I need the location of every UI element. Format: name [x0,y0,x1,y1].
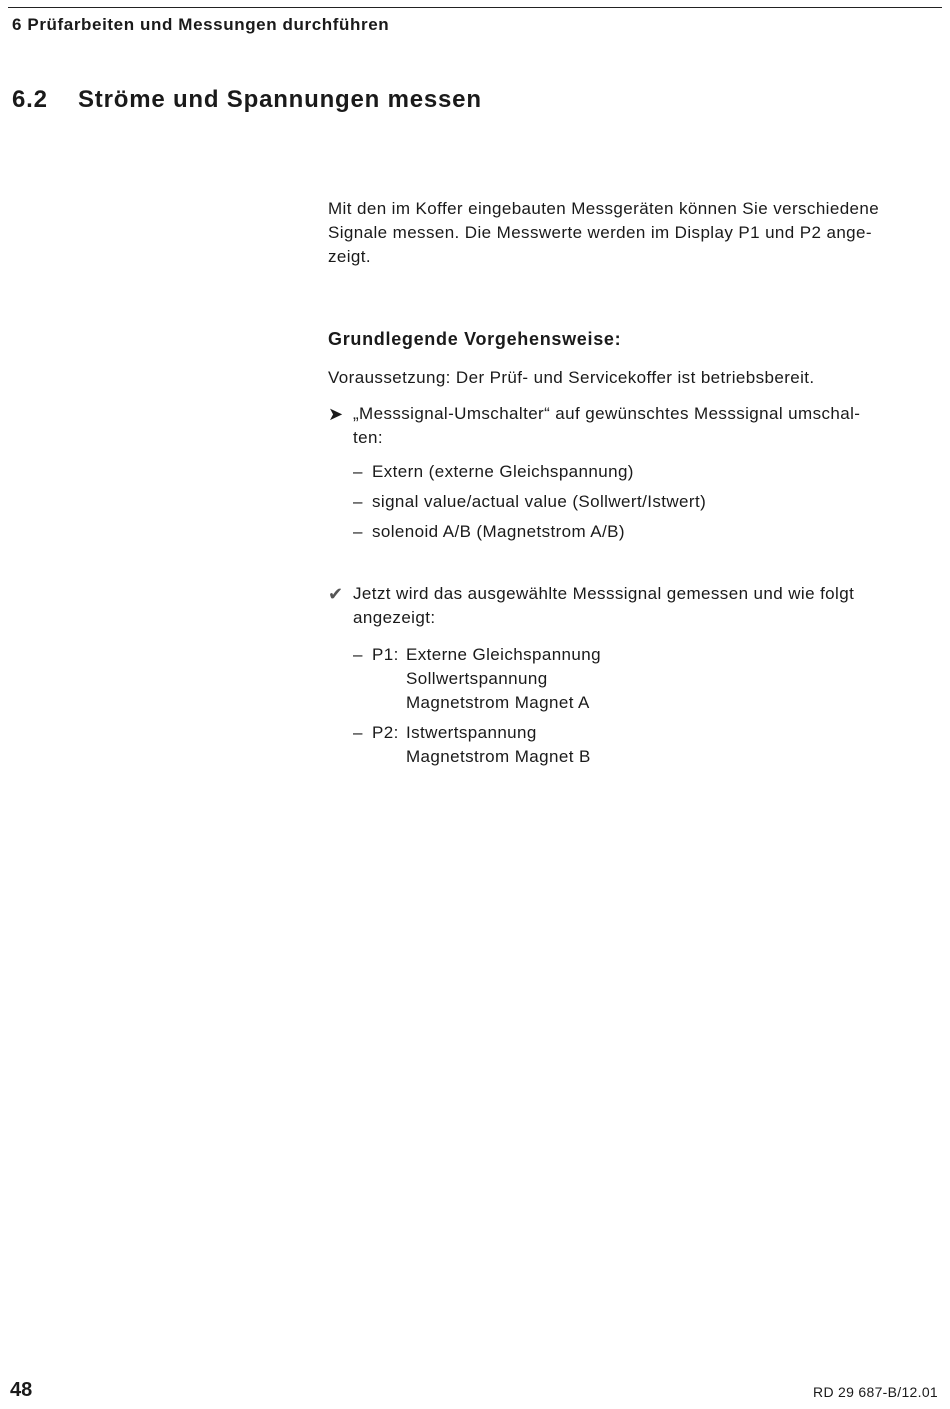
result-line: angezeigt: [353,608,436,627]
display-readings-list [328,643,940,775]
running-head: 6 Prüfarbeiten und Messungen durchführen [12,15,390,34]
intro-paragraph [328,197,940,269]
document-code: RD 29 687-B/12.01 [813,1384,938,1400]
header-rule [8,7,942,8]
display-label: P2: [372,723,399,742]
list-item [328,522,940,552]
display-value: Istwertspannung [406,723,537,742]
option-text: signal value/actual value (Sollwert/Istwert) [372,492,707,511]
option-text: solenoid A/B (Magnetstrom A/B) [372,522,625,541]
dash-icon: – [353,492,363,511]
instruction-step [328,402,940,450]
intro-line: Signale messen. Die Messwerte werden im Display P1 und P2 ange- [328,223,872,242]
dash-icon: – [353,645,363,664]
display-value: Magnetstrom Magnet B [406,747,591,766]
list-item [328,721,940,769]
option-text: Extern (externe Gleichspannung) [372,462,634,481]
list-item [328,462,940,492]
checkmark-icon: ✔ [328,584,344,604]
list-item [328,643,940,715]
list-item [328,492,940,522]
prerequisite-text: Voraussetzung: Der Prüf- und Servicekoffer ist betriebsbereit. [328,368,815,387]
result-step [328,582,940,630]
display-value: Externe Gleichspannung [406,645,601,664]
page-number: 48 [10,1379,33,1401]
section-title: Ströme und Spannungen messen [78,86,482,113]
section-heading [12,86,482,114]
display-value: Sollwertspannung [406,669,548,688]
display-value: Magnetstrom Magnet A [406,693,590,712]
procedure-heading: Grundlegende Vorgehensweise: [328,329,622,349]
arrow-icon: ➤ [328,404,344,424]
dash-icon: – [353,723,363,742]
intro-line: Mit den im Koffer eingebauten Messgeräten können Sie verschiedene [328,199,880,218]
signal-options-list [328,462,940,552]
step-line: ten: [353,428,383,447]
dash-icon: – [353,462,363,481]
step-line: „Messsignal-Umschalter“ auf gewünschtes Messsignal umschal- [353,404,861,423]
intro-line: zeigt. [328,247,372,266]
section-number: 6.2 [12,86,48,113]
dash-icon: – [353,522,363,541]
display-label: P1: [372,645,399,664]
result-line: Jetzt wird das ausgewählte Messsignal gemessen und wie folgt [353,584,855,603]
